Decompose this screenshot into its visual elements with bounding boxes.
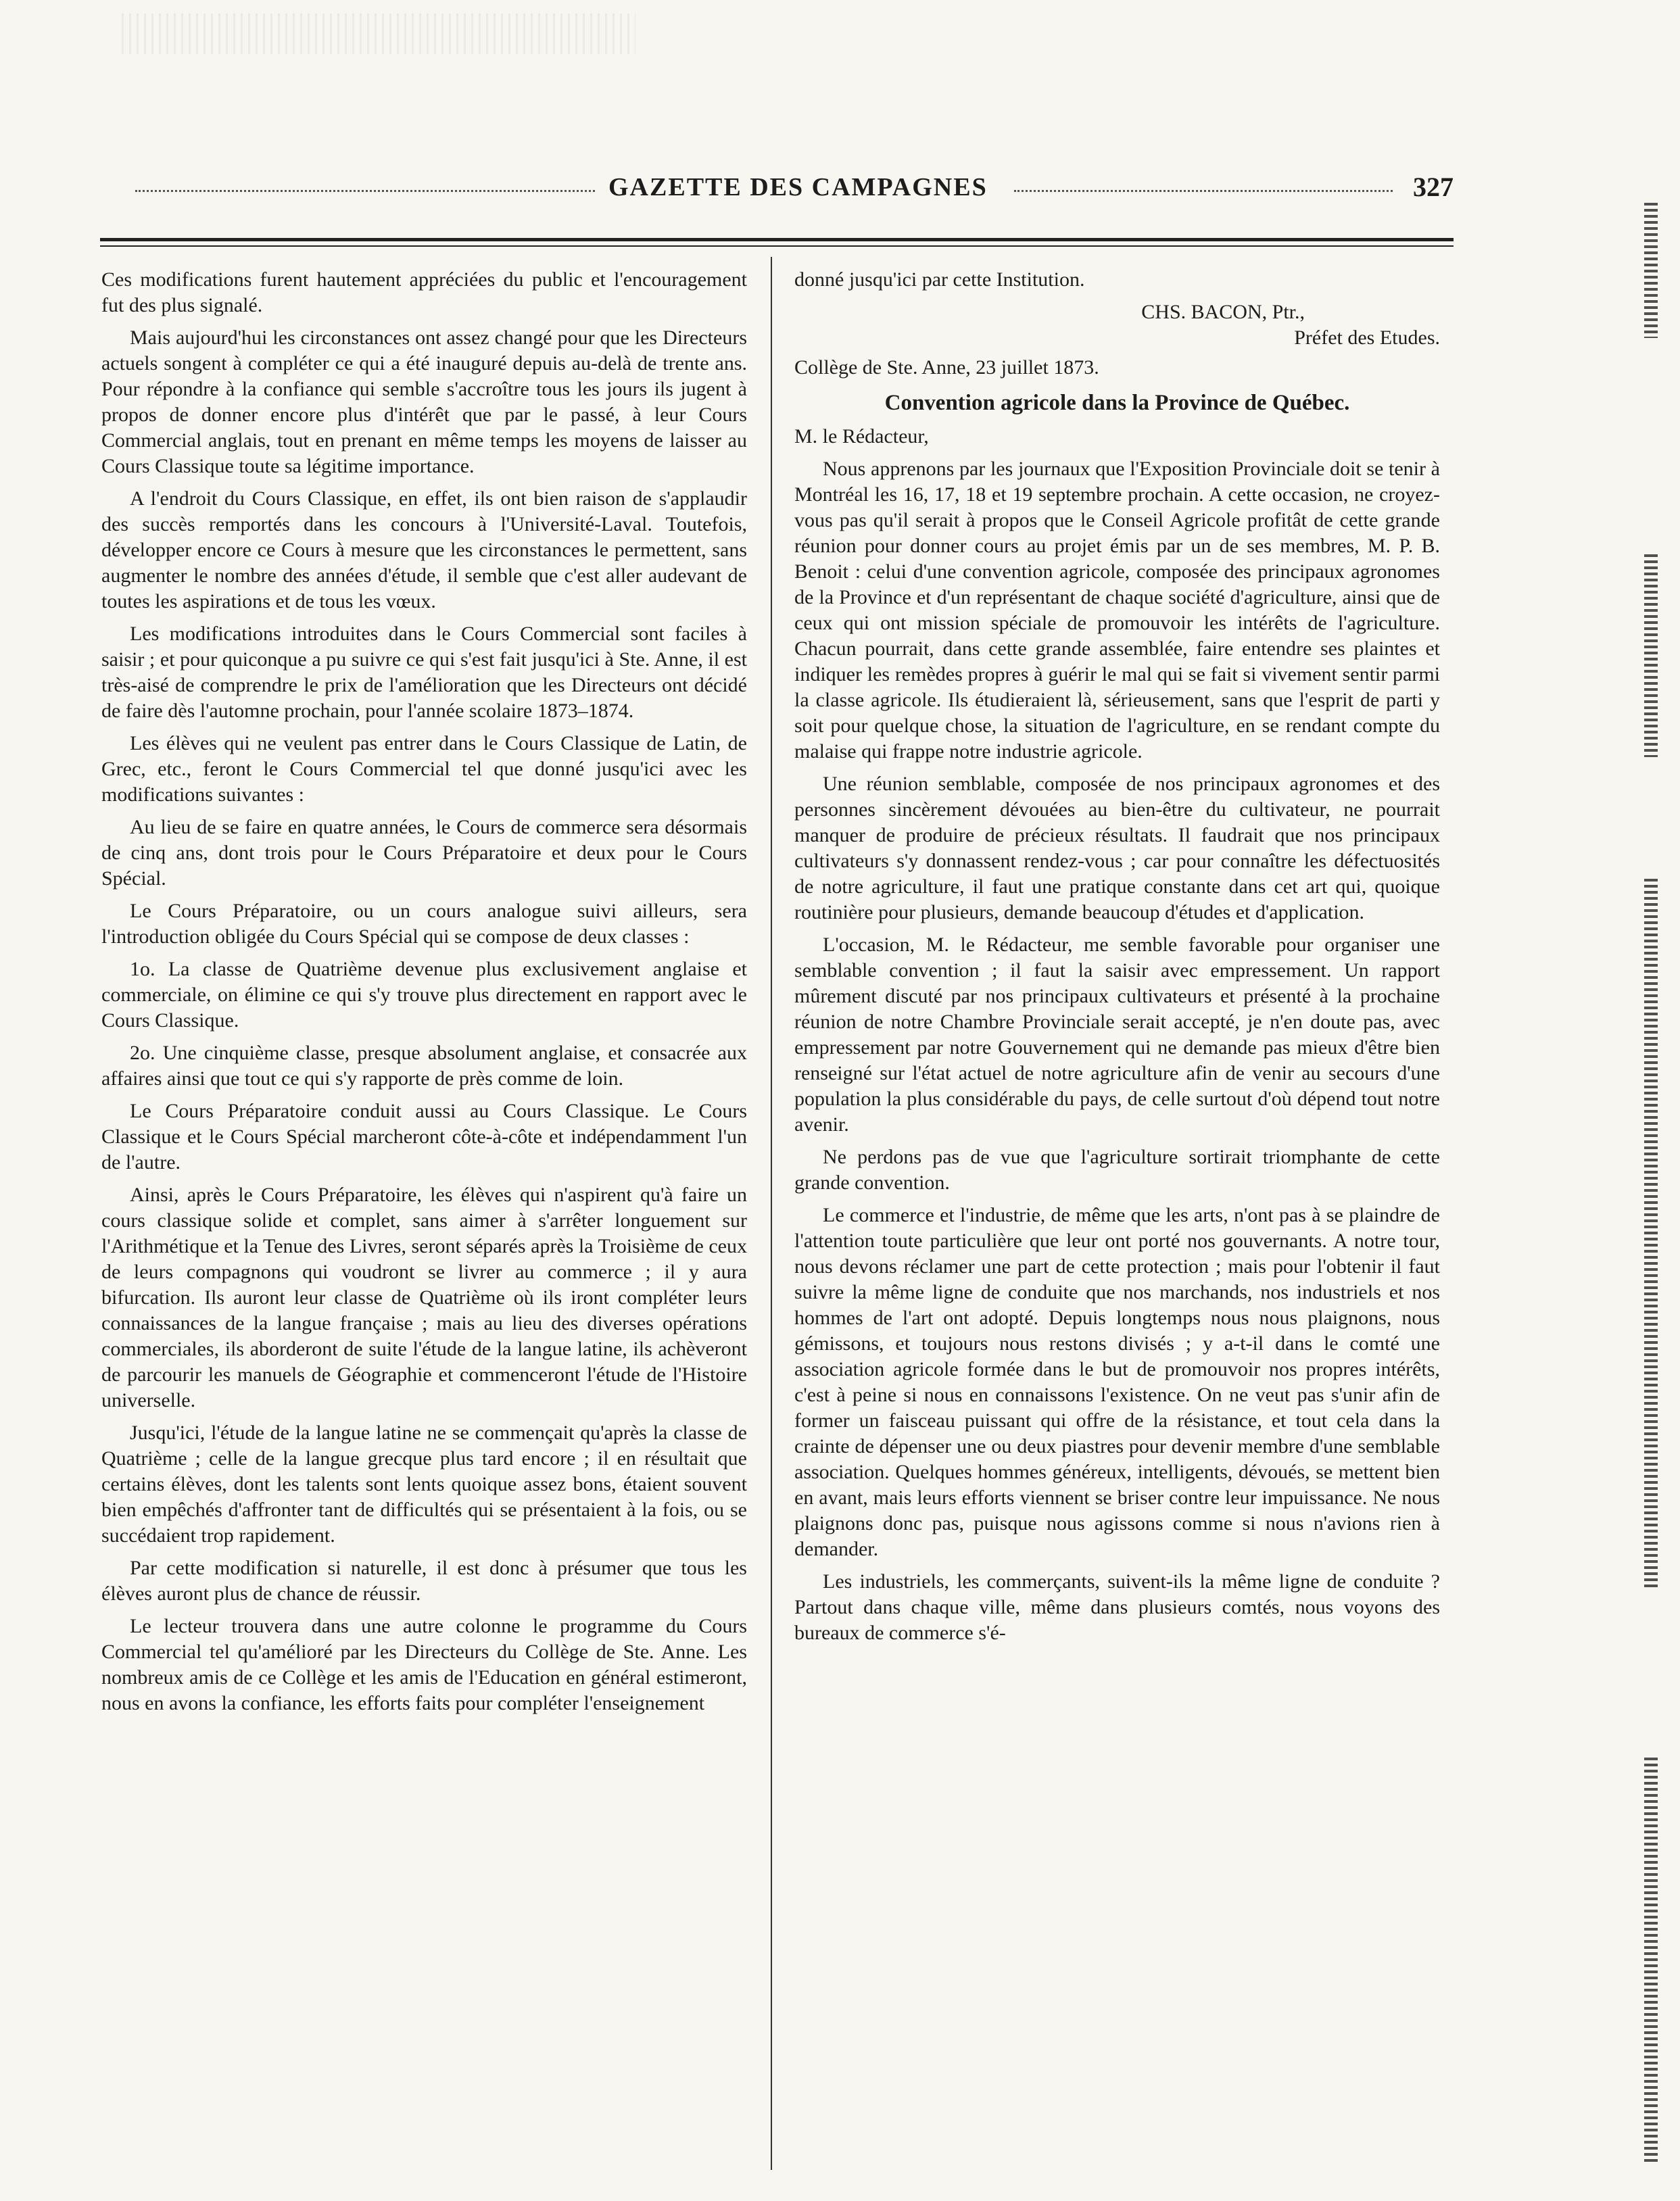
paragraph: Le commerce et l'industrie, de même que les arts, n'ont pas à se plaindre de l'attention toute particulière que leur ont porté nos gouvernants. A notre tour, nous devons réclamer une part de cette protection ; mais pour l'obtenir il faut suivre la même ligne de conduite que nos marchands, nos industriels et nos hommes de l'art ont adopté. Depuis longtemps nous nous plaignons, nous gémissons, et toujours nous restons divisés ; y a-t-il dans le comté une association agricole formée dans le but de promouvoir nos propres intérêts, c'est à peine si nous en connaissons l'existence. On ne veut pas s'unir afin de former un faisceau puissant qui offre de la résistance, et tout cela dans la crainte de dépenser une ou deux piastres pour devenir membre d'une semblable association. Quelques hommes généreux, intelligents, dévoués, se mettent bien en avant, mais leurs efforts viennent se briser contre leur impuissance. Ne nous plaignons donc pas, puisque nous agissons comme si nous n'avions rien à demander. [794,1204,1440,1560]
paragraph: Au lieu de se faire en quatre années, le Cours de commerce sera désormais de cinq ans, dont trois pour le Cours Préparatoire et deux pour le Cours Spécial. [101,816,747,890]
paragraph: Les modifications introduites dans le Cours Commercial sont faciles à saisir ; et pour quiconque a pu suivre ce qui s'est fait jusqu'ici à Ste. Anne, il est très-aisé de comprendre le prix de l'amélioration que les Directeurs ont décidé de faire dès l'automne prochain, pour l'année scolaire 1873–1874. [101,623,747,722]
paragraph: Les élèves qui ne veulent pas entrer dans le Cours Classique de Latin, de Grec, etc., feront le Cours Commercial tel que donné jusqu'ici avec les modifications suivantes : [101,732,747,806]
column-divider [771,257,772,2170]
page-number: 327 [1413,172,1454,202]
paragraph: Le Cours Préparatoire, ou un cours analogue suivi ailleurs, sera l'introduction obligée du Cours Spécial qui se compose de deux classes : [101,900,747,948]
header-rule-thin [100,245,1454,247]
paragraph: Le Cours Préparatoire conduit aussi au Cours Classique. Le Cours Classique et le Cours Spécial marcheront côte-à-côte et indépendamment l'un de l'autre. [101,1100,747,1174]
header-title: GAZETTE DES CAMPAGNES [608,173,988,201]
header-rule-thick [100,238,1454,241]
paragraph: L'occasion, M. le Rédacteur, me semble favorable pour organiser une semblable convention ; il faut la saisir avec empressement. Un rapport mûrement discuté par nos principaux cultivateurs et présenté à la prochaine réunion de notre Chambre Provinciale serait accepté, je n'en doute pas, avec empressement par notre Gouvernement qui ne demande pas mieux d'être bien renseigné sur l'état actuel de notre agriculture afin de venir au secours d'une population la plus considérable du pays, de celle surtout d'où dépend tout notre avenir. [794,934,1440,1136]
salutation: M. le Rédacteur, [794,425,929,448]
paragraph: Une réunion semblable, composée de nos principaux agronomes et des personnes sincèrement dévouées au bien-être du cultivateur, ne pourrait manquer de produire de précieux résultats. Il faudrait que nos principaux cultivateurs s'y donnassent rendez-vous ; car pour connaître les défectuosités de notre agriculture, il faut une pratique constante dans cet art qui, quoique routinière pour plusieurs, demande beaucoup d'études et d'application. [794,773,1440,923]
scan-edge-artifact [1644,203,1658,338]
header-leader-right [1014,190,1393,195]
scan-edge-artifact [1644,879,1658,1589]
right-column [794,267,1440,2173]
scan-edge-artifact [1644,1758,1658,2163]
continuation-line: donné jusqu'ici par cette Institution. [794,268,1085,291]
paragraph: Les industriels, les commerçants, suivent-ils la même ligne de conduite ? Partout dans chaque ville, même dans plusieurs comtés, nous voyons des bureaux de commerce s'é- [794,1570,1440,1644]
paragraph: Nous apprenons par les journaux que l'Exposition Provinciale doit se tenir à Montréal les 16, 17, 18 et 19 septembre prochain. A cette occasion, ne croyez-vous pas qu'il serait à propos que le Conseil Agricole profitât de cette grande réunion pour donner cours au projet émis par un de ses membres, M. P. B. Benoit : celui d'une convention agricole, composée des principaux agronomes de la Province et d'un représentant de chaque société d'agriculture, ainsi que de ceux qui ont mission spéciale de promouvoir les intérêts de l'agriculture. Chacun pourrait, dans cette grande assemblée, faire entendre ses plaintes et indiquer les remèdes propres à guérir le mal qui se fait si vivement sentir parmi la classe agricole. Ils étudieraient là, sérieusement, sans que l'esprit de parti y soit pour quelque chose, la situation de l'agriculture, en se rendant compte du malaise qui frappe notre industrie agricole. [794,458,1440,763]
paragraph: Ces modifications furent hautement appréciées du public et l'encouragement fut des plus signalé. [101,268,747,316]
paragraph: Ainsi, après le Cours Préparatoire, les élèves qui n'aspirent qu'à faire un cours classique solide et complet, sans aimer à s'arrêter longuement sur l'Arithmétique et la Tenue des Livres, seront séparés après la Troisième de ceux de leurs compagnons qui voudront se livrer au commerce ; il y aura bifurcation. Ils auront leur classe de Quatrième où ils iront compléter leurs connaissances de la langue française ; mais au lieu des diverses opérations commerciales, ils aborderont de suite l'étude de la langue latine, ils achèveront de parcourir les manuels de Géographie et commenceront l'étude de l'Histoire universelle. [101,1184,747,1411]
paragraph: 2o. Une cinquième classe, presque absolument anglaise, et consacrée aux affaires ainsi que tout ce qui s'y rapporte de près comme de loin. [101,1042,747,1090]
signature-title: Préfet des Etudes. [1294,326,1440,349]
signature-name: CHS. BACON, Ptr., [1141,301,1305,323]
section-title: Convention agricole dans la Province de Québec. [884,391,1350,415]
paragraph: Le lecteur trouvera dans une autre colonne le programme du Cours Commercial tel qu'amélioré par les Directeurs du Collège de Ste. Anne. Les nombreux amis de ce Collège et les amis de l'Education en général estimeront, nous en avons la confiance, les efforts faits pour compléter l'enseignement [101,1615,747,1714]
paragraph: Jusqu'ici, l'étude de la langue latine ne se commençait qu'après la classe de Quatrième ; celle de la langue grecque plus tard encore ; il en résultait que certains élèves, dont les talents sont lents quoique assez bons, étaient souvent bien empêchés d'affronter tant de difficultés qui se présentaient à la fois, ou se succédaient trop rapidement. [101,1422,747,1547]
paragraph: A l'endroit du Cours Classique, en effet, ils ont bien raison de s'applaudir des succès remportés dans les concours à l'Université-Laval. Toutefois, développer encore ce Cours à mesure que les circonstances le permettent, sans augmenter le nombre des années d'étude, il semble que c'est aller audevant de toutes les aspirations et de tous les vœux. [101,487,747,612]
left-column [101,267,747,2173]
page-header [95,172,1454,213]
place-date: Collège de Ste. Anne, 23 juillet 1873. [794,356,1099,379]
scan-edge-artifact [1644,554,1658,757]
paragraph: Par cette modification si naturelle, il est donc à présumer que tous les élèves auront plus de chance de réussir. [101,1557,747,1605]
paragraph: Ne perdons pas de vue que l'agriculture sortirait triomphante de cette grande convention. [794,1146,1440,1194]
header-leader-left [135,190,595,195]
paragraph: 1o. La classe de Quatrième devenue plus exclusivement anglaise et commerciale, on élimine ce qui s'y trouve plus directement en rapport avec le Cours Classique. [101,958,747,1032]
bleed-through-noise [122,14,635,54]
paragraph: Mais aujourd'hui les circonstances ont assez changé pour que les Directeurs actuels songent à compléter ce qui a été inauguré depuis au-delà de trente ans. Pour répondre à la confiance qui semble s'accroître tous les jours ils jugent à propos de donner encore plus d'intérêt que par le passé, à leur Cours Commercial anglais, tout en prenant en même temps les moyens de laisser au Cours Classique toute sa légitime importance. [101,326,747,477]
